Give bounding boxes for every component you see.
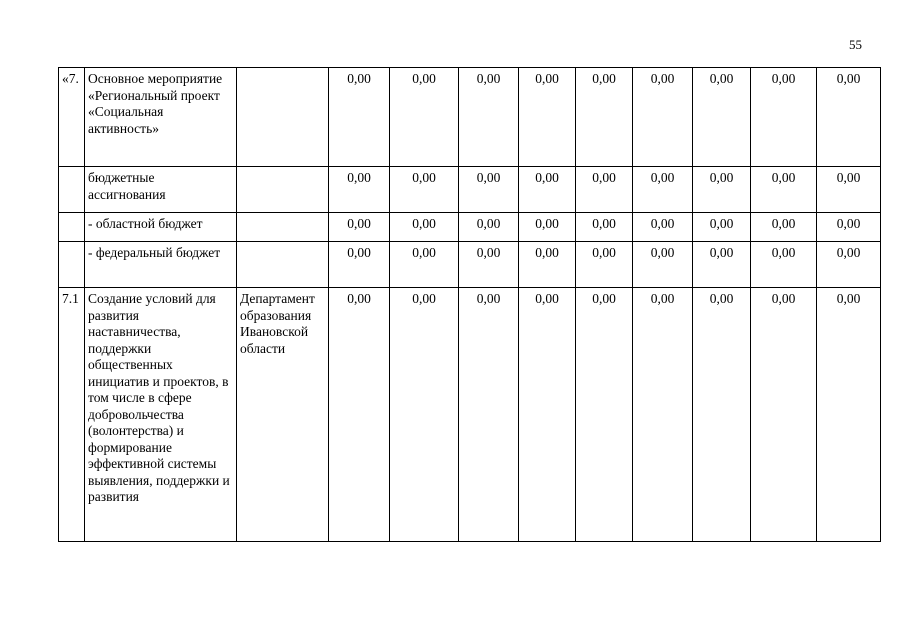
value-cell: 0,00 (633, 288, 693, 542)
value-cell: 0,00 (751, 288, 817, 542)
table-row (59, 213, 881, 242)
value-cell: 0,00 (459, 242, 519, 288)
budget-table (58, 67, 881, 542)
row-number (59, 242, 85, 288)
value-cell: 0,00 (459, 213, 519, 242)
row-executor (237, 242, 329, 288)
table-row (59, 242, 881, 288)
value-cell: 0,00 (390, 68, 459, 167)
value-cell: 0,00 (817, 68, 881, 167)
table-row (59, 68, 881, 167)
value-cell: 0,00 (633, 167, 693, 213)
value-cell: 0,00 (459, 167, 519, 213)
value-cell: 0,00 (751, 68, 817, 167)
value-cell: 0,00 (459, 288, 519, 542)
value-cell: 0,00 (390, 288, 459, 542)
value-cell: 0,00 (329, 68, 390, 167)
value-cell: 0,00 (633, 242, 693, 288)
value-cell: 0,00 (751, 213, 817, 242)
row-name: - областной бюджет (85, 213, 237, 242)
row-executor: Департамент образования Ивановской области (237, 288, 329, 542)
row-executor (237, 213, 329, 242)
row-name: Основное мероприятие «Региональный проект «Социальная активность» (85, 68, 237, 167)
value-cell: 0,00 (576, 213, 633, 242)
value-cell: 0,00 (633, 68, 693, 167)
value-cell: 0,00 (817, 213, 881, 242)
value-cell: 0,00 (519, 68, 576, 167)
value-cell: 0,00 (751, 167, 817, 213)
page-number: 55 (849, 37, 862, 52)
value-cell: 0,00 (576, 68, 633, 167)
row-name: бюджетные ассигнования (85, 167, 237, 213)
row-executor (237, 167, 329, 213)
value-cell: 0,00 (817, 242, 881, 288)
value-cell: 0,00 (329, 242, 390, 288)
row-executor (237, 68, 329, 167)
value-cell: 0,00 (576, 167, 633, 213)
row-number (59, 167, 85, 213)
value-cell: 0,00 (693, 68, 751, 167)
value-cell: 0,00 (459, 68, 519, 167)
value-cell: 0,00 (519, 288, 576, 542)
table-row (59, 167, 881, 213)
value-cell: 0,00 (576, 288, 633, 542)
table-row (59, 288, 881, 542)
row-number (59, 213, 85, 242)
value-cell: 0,00 (329, 167, 390, 213)
value-cell: 0,00 (817, 167, 881, 213)
value-cell: 0,00 (817, 288, 881, 542)
row-number: «7. (59, 68, 85, 167)
value-cell: 0,00 (329, 213, 390, 242)
value-cell: 0,00 (633, 213, 693, 242)
value-cell: 0,00 (693, 167, 751, 213)
value-cell: 0,00 (693, 213, 751, 242)
value-cell: 0,00 (751, 242, 817, 288)
value-cell: 0,00 (519, 242, 576, 288)
value-cell: 0,00 (576, 242, 633, 288)
value-cell: 0,00 (390, 213, 459, 242)
value-cell: 0,00 (693, 242, 751, 288)
value-cell: 0,00 (390, 242, 459, 288)
row-name: Создание условий для развития наставничества, поддержки общественных инициатив и проектов, в том числе в сфере добровольчества (волонтерства) и формирование эффективной системы выявления, поддержки и развития (85, 288, 237, 542)
row-name: - федеральный бюджет (85, 242, 237, 288)
value-cell: 0,00 (329, 288, 390, 542)
value-cell: 0,00 (519, 167, 576, 213)
value-cell: 0,00 (390, 167, 459, 213)
value-cell: 0,00 (693, 288, 751, 542)
value-cell: 0,00 (519, 213, 576, 242)
row-number: 7.1 (59, 288, 85, 542)
